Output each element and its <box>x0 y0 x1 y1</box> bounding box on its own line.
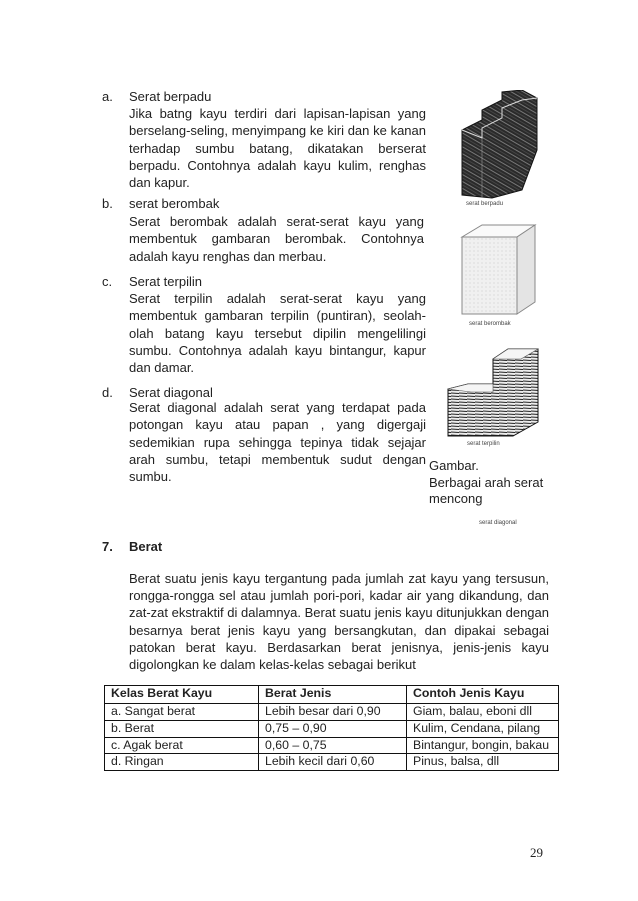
item-d-letter: d. <box>102 385 113 400</box>
table-header-row <box>105 686 559 704</box>
item-b-title: serat berombak <box>129 196 220 211</box>
table-cell: Kulim, Cendana, pilang <box>407 720 559 737</box>
figure-caption <box>429 458 543 508</box>
serat-berombak-label: serat berombak <box>469 321 511 327</box>
section-title: Berat <box>129 539 163 554</box>
figure-caption-line-1: Gambar. <box>429 458 479 473</box>
section-paragraph: Berat suatu jenis kayu tergantung pada jumlah zat kayu yang tersusun, rongga-rongga sel atau jumlah pori-pori, kadar air yang dikandung, dan zat-zat ekstraktif di dalamnya. Berat suatu jenis kayu ditunjukkan dengan besarnya berat jenis kayu yang bersangkutan, dan dipakai sebagai patokan berat kayu. Berdasarkan berat jenisnya, jenis-jenis kayu digolongkan ke dalam kelas-kelas sebagai berikut <box>129 571 549 673</box>
figure-caption-line-3: mencong <box>429 491 483 506</box>
wood-weight-table <box>104 685 559 771</box>
figure-caption-line-2: Berbagai arah serat <box>429 474 544 490</box>
table-cell: 0,75 – 0,90 <box>259 720 407 737</box>
item-b-body: Serat berombak adalah serat-serat kayu yang membentuk gambaran berombak. Contohnya adalah kayu renghas dan merbau. <box>129 214 424 264</box>
item-a-letter: a. <box>102 89 113 104</box>
serat-terpilin-figure <box>443 344 543 439</box>
serat-terpilin-label: serat terpilin <box>467 441 500 447</box>
table-header-cell: Contoh Jenis Kayu <box>407 686 559 704</box>
table-row <box>105 720 559 737</box>
item-c-title: Serat terpilin <box>129 274 202 289</box>
page-number: 29 <box>530 845 543 860</box>
table-header-cell: Kelas Berat Kayu <box>105 686 259 704</box>
item-d-title: Serat diagonal <box>129 385 213 400</box>
serat-diagonal-label: serat diagonal <box>479 520 517 526</box>
table-row <box>105 704 559 721</box>
table-cell: Pinus, balsa, dll <box>407 754 559 771</box>
item-c-body: Serat terpilin adalah serat-serat kayu yang membentuk gambaran terpilin (puntiran), seolah-olah batang kayu tersebut dipilin mengelilingi sumbu. Contohnya adalah kayu bintangur, kapur dan damar. <box>129 291 426 376</box>
item-a-title: Serat berpadu <box>129 89 212 104</box>
table-row <box>105 754 559 771</box>
table-cell: Lebih kecil dari 0,60 <box>259 754 407 771</box>
serat-berpadu-label: serat berpadu <box>466 201 504 207</box>
item-b-letter: b. <box>102 196 113 211</box>
item-d-body: Serat diagonal adalah serat yang terdapat pada potongan kayu atau papan , yang digergaji sedemikian rupa sehingga tepinya tidak sejajar arah sumbu, tetapi membentuk sudut dengan sumbu. <box>129 400 426 485</box>
table-cell: Lebih besar dari 0,90 <box>259 704 407 721</box>
table-header-cell: Berat Jenis <box>259 686 407 704</box>
table-cell: Bintangur, bongin, bakau <box>407 737 559 754</box>
table-cell: Giam, balau, eboni dll <box>407 704 559 721</box>
table-cell: d. Ringan <box>105 754 259 771</box>
table-cell: a. Sangat berat <box>105 704 259 721</box>
table-cell: c. Agak berat <box>105 737 259 754</box>
section-number: 7. <box>102 539 113 554</box>
serat-berombak-figure <box>457 222 539 317</box>
section-heading <box>102 539 162 554</box>
table-cell: b. Berat <box>105 720 259 737</box>
table-cell: 0,60 – 0,75 <box>259 737 407 754</box>
table-row <box>105 737 559 754</box>
item-a-body: Jika batng kayu terdiri dari lapisan-lapisan yang berselang-seling, menyimpang ke kiri dan ke kanan terhadap sumbu batang, dikatakan berserat berpadu. Contohnya adalah kayu kulim, renghas dan kapur. <box>129 106 426 191</box>
serat-berpadu-figure <box>452 90 542 200</box>
item-c-letter: c. <box>102 274 113 289</box>
